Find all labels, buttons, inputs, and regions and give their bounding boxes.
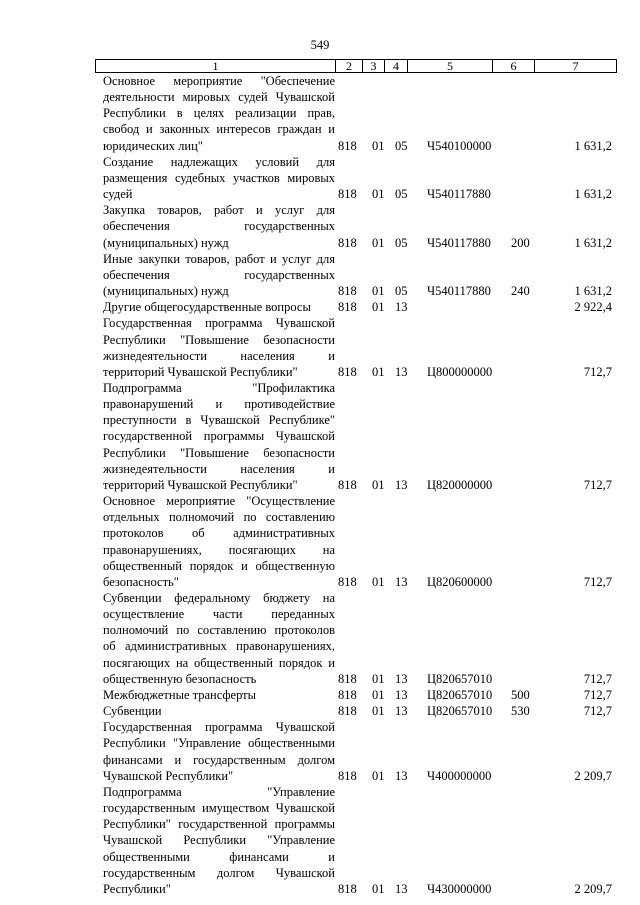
- row-section-code: 01: [372, 574, 385, 589]
- row-section-code: 01: [372, 704, 385, 719]
- budget-table: [95, 59, 617, 897]
- row-name: Основное мероприятие "Осуществление отдельных полномочий по составлению протоколов об административных правонарушениях, посягающих на общественный порядок и общественную безопасность": [103, 494, 335, 589]
- header-cell: 5: [408, 60, 493, 72]
- row-amount: 1 631,2: [574, 284, 612, 299]
- header-cell: 2: [336, 60, 363, 72]
- row-amount: 712,7: [583, 704, 612, 719]
- row-target-code: Ц820000000: [427, 477, 493, 492]
- row-target-code: Ч540117880: [427, 284, 491, 299]
- row-section-code: 01: [372, 284, 385, 299]
- row-section-code: 01: [372, 477, 385, 492]
- row-admin-code: 818: [338, 671, 357, 686]
- table-row: [95, 73, 617, 154]
- row-amount: 2 209,7: [574, 881, 612, 896]
- row-amount: 712,7: [583, 671, 612, 686]
- row-admin-code: 818: [338, 235, 357, 250]
- table-row: [95, 202, 617, 250]
- row-section-code: 01: [372, 768, 385, 783]
- table-row: [95, 719, 617, 784]
- row-admin-code: 818: [338, 704, 357, 719]
- row-target-code: Ч400000000: [427, 768, 492, 783]
- row-subsection-code: 13: [395, 477, 408, 492]
- row-section-code: 01: [372, 138, 385, 153]
- row-name: Иные закупки товаров, работ и услуг для обеспечения государственных (муниципальных) нужд: [103, 251, 335, 299]
- row-subsection-code: 13: [395, 687, 408, 702]
- header-cell: 1: [96, 60, 336, 72]
- row-expense-type: 200: [511, 235, 530, 250]
- row-target-code: Ч430000000: [427, 881, 492, 896]
- row-expense-type: 500: [511, 687, 530, 702]
- row-amount: 1 631,2: [574, 187, 612, 202]
- table-row: [95, 154, 617, 202]
- table-row: [95, 703, 617, 719]
- row-subsection-code: 05: [395, 284, 408, 299]
- row-target-code: Ц820657010: [427, 687, 493, 702]
- row-admin-code: 818: [338, 477, 357, 492]
- row-section-code: 01: [372, 671, 385, 686]
- header-cell: 3: [363, 60, 385, 72]
- row-amount: 712,7: [583, 477, 612, 492]
- row-subsection-code: 13: [395, 768, 408, 783]
- row-name: Основное мероприятие "Обеспечение деятельности мировых судей Чувашской Республики в целях реализации прав, свобод и законных интересов граждан и юридических лиц": [103, 74, 335, 153]
- row-section-code: 01: [372, 364, 385, 379]
- row-amount: 712,7: [583, 364, 612, 379]
- row-subsection-code: 13: [395, 574, 408, 589]
- row-amount: 712,7: [583, 687, 612, 702]
- row-name: Закупка товаров, работ и услуг для обеспечения государственных (муниципальных) нужд: [103, 203, 335, 250]
- row-amount: 712,7: [583, 574, 612, 589]
- row-admin-code: 818: [338, 138, 357, 153]
- row-section-code: 01: [372, 187, 385, 202]
- row-subsection-code: 05: [395, 235, 408, 250]
- row-admin-code: 818: [338, 687, 357, 702]
- table-row: [95, 687, 617, 703]
- table-row: [95, 493, 617, 590]
- row-admin-code: 818: [338, 284, 357, 299]
- row-subsection-code: 05: [395, 138, 408, 153]
- table-row: [95, 784, 617, 897]
- row-expense-type: 240: [511, 284, 530, 299]
- row-subsection-code: 13: [395, 364, 408, 379]
- row-admin-code: 818: [338, 881, 357, 896]
- row-target-code: Ц820657010: [427, 704, 493, 719]
- row-name: Субвенции: [103, 704, 162, 719]
- row-name: Другие общегосударственные вопросы: [103, 300, 311, 315]
- table-row: [95, 590, 617, 687]
- row-amount: 1 631,2: [574, 138, 612, 153]
- row-admin-code: 818: [338, 574, 357, 589]
- row-subsection-code: 13: [395, 671, 408, 686]
- row-amount: 2 922,4: [574, 300, 612, 315]
- header-cell: 7: [572, 59, 579, 73]
- row-admin-code: 818: [338, 187, 357, 202]
- row-target-code: Ц820600000: [427, 574, 493, 589]
- row-name: Создание надлежащих условий для размещения судебных участков мировых судей: [103, 154, 335, 202]
- page-number: 549: [310, 38, 330, 52]
- row-target-code: Ц820657010: [427, 671, 493, 686]
- row-target-code: Ч540100000: [427, 138, 492, 153]
- row-name: Государственная программа Чувашской Республики "Повышение безопасности жизнедеятельности населения и территорий Чувашской Республики": [103, 316, 335, 379]
- row-subsection-code: 05: [395, 187, 408, 202]
- row-section-code: 01: [372, 881, 385, 896]
- table-body: [95, 73, 617, 897]
- header-cell: 4: [385, 60, 408, 72]
- row-subsection-code: 13: [395, 881, 408, 896]
- row-target-code: Ц800000000: [427, 364, 493, 379]
- table-header: [95, 59, 617, 73]
- row-name: Подпрограмма "Управление государственным имуществом Чувашской Республики" государственной программы Чувашской Республики "Управление общественными финансами и государственным долгом Чувашской Республики": [103, 784, 335, 896]
- row-subsection-code: 13: [395, 704, 408, 719]
- row-amount: 1 631,2: [574, 235, 612, 250]
- table-row: [95, 299, 617, 315]
- row-name: Межбюджетные трансферты: [103, 687, 257, 702]
- row-section-code: 01: [372, 687, 385, 702]
- row-amount: 2 209,7: [574, 768, 612, 783]
- row-admin-code: 818: [338, 768, 357, 783]
- row-section-code: 01: [372, 235, 385, 250]
- row-name: Субвенции федеральному бюджету на осуществление части переданных полномочий по составлению протоколов об административных правонарушениях, посягающих на общественный порядок и общественную безопасность: [103, 591, 335, 686]
- table-row: [95, 315, 617, 380]
- row-name: Государственная программа Чувашской Республики "Управление общественными финансами и государственным долгом Чувашской Республики": [103, 720, 335, 783]
- row-expense-type: 530: [511, 704, 530, 719]
- row-subsection-code: 13: [395, 300, 408, 315]
- row-section-code: 01: [372, 300, 385, 315]
- table-row: [95, 251, 617, 299]
- row-admin-code: 818: [338, 364, 357, 379]
- table-row: [95, 380, 617, 493]
- row-admin-code: 818: [338, 300, 357, 315]
- row-target-code: Ч540117880: [427, 187, 491, 202]
- row-name: Подпрограмма "Профилактика правонарушений и противодействие преступности в Чувашской Республике" государственной программы Чувашской Республики "Повышение безопасности жизнедеятельности населения и территорий Чувашской Республики": [103, 380, 335, 492]
- row-target-code: Ч540117880: [427, 235, 491, 250]
- header-cell: 6: [493, 60, 535, 72]
